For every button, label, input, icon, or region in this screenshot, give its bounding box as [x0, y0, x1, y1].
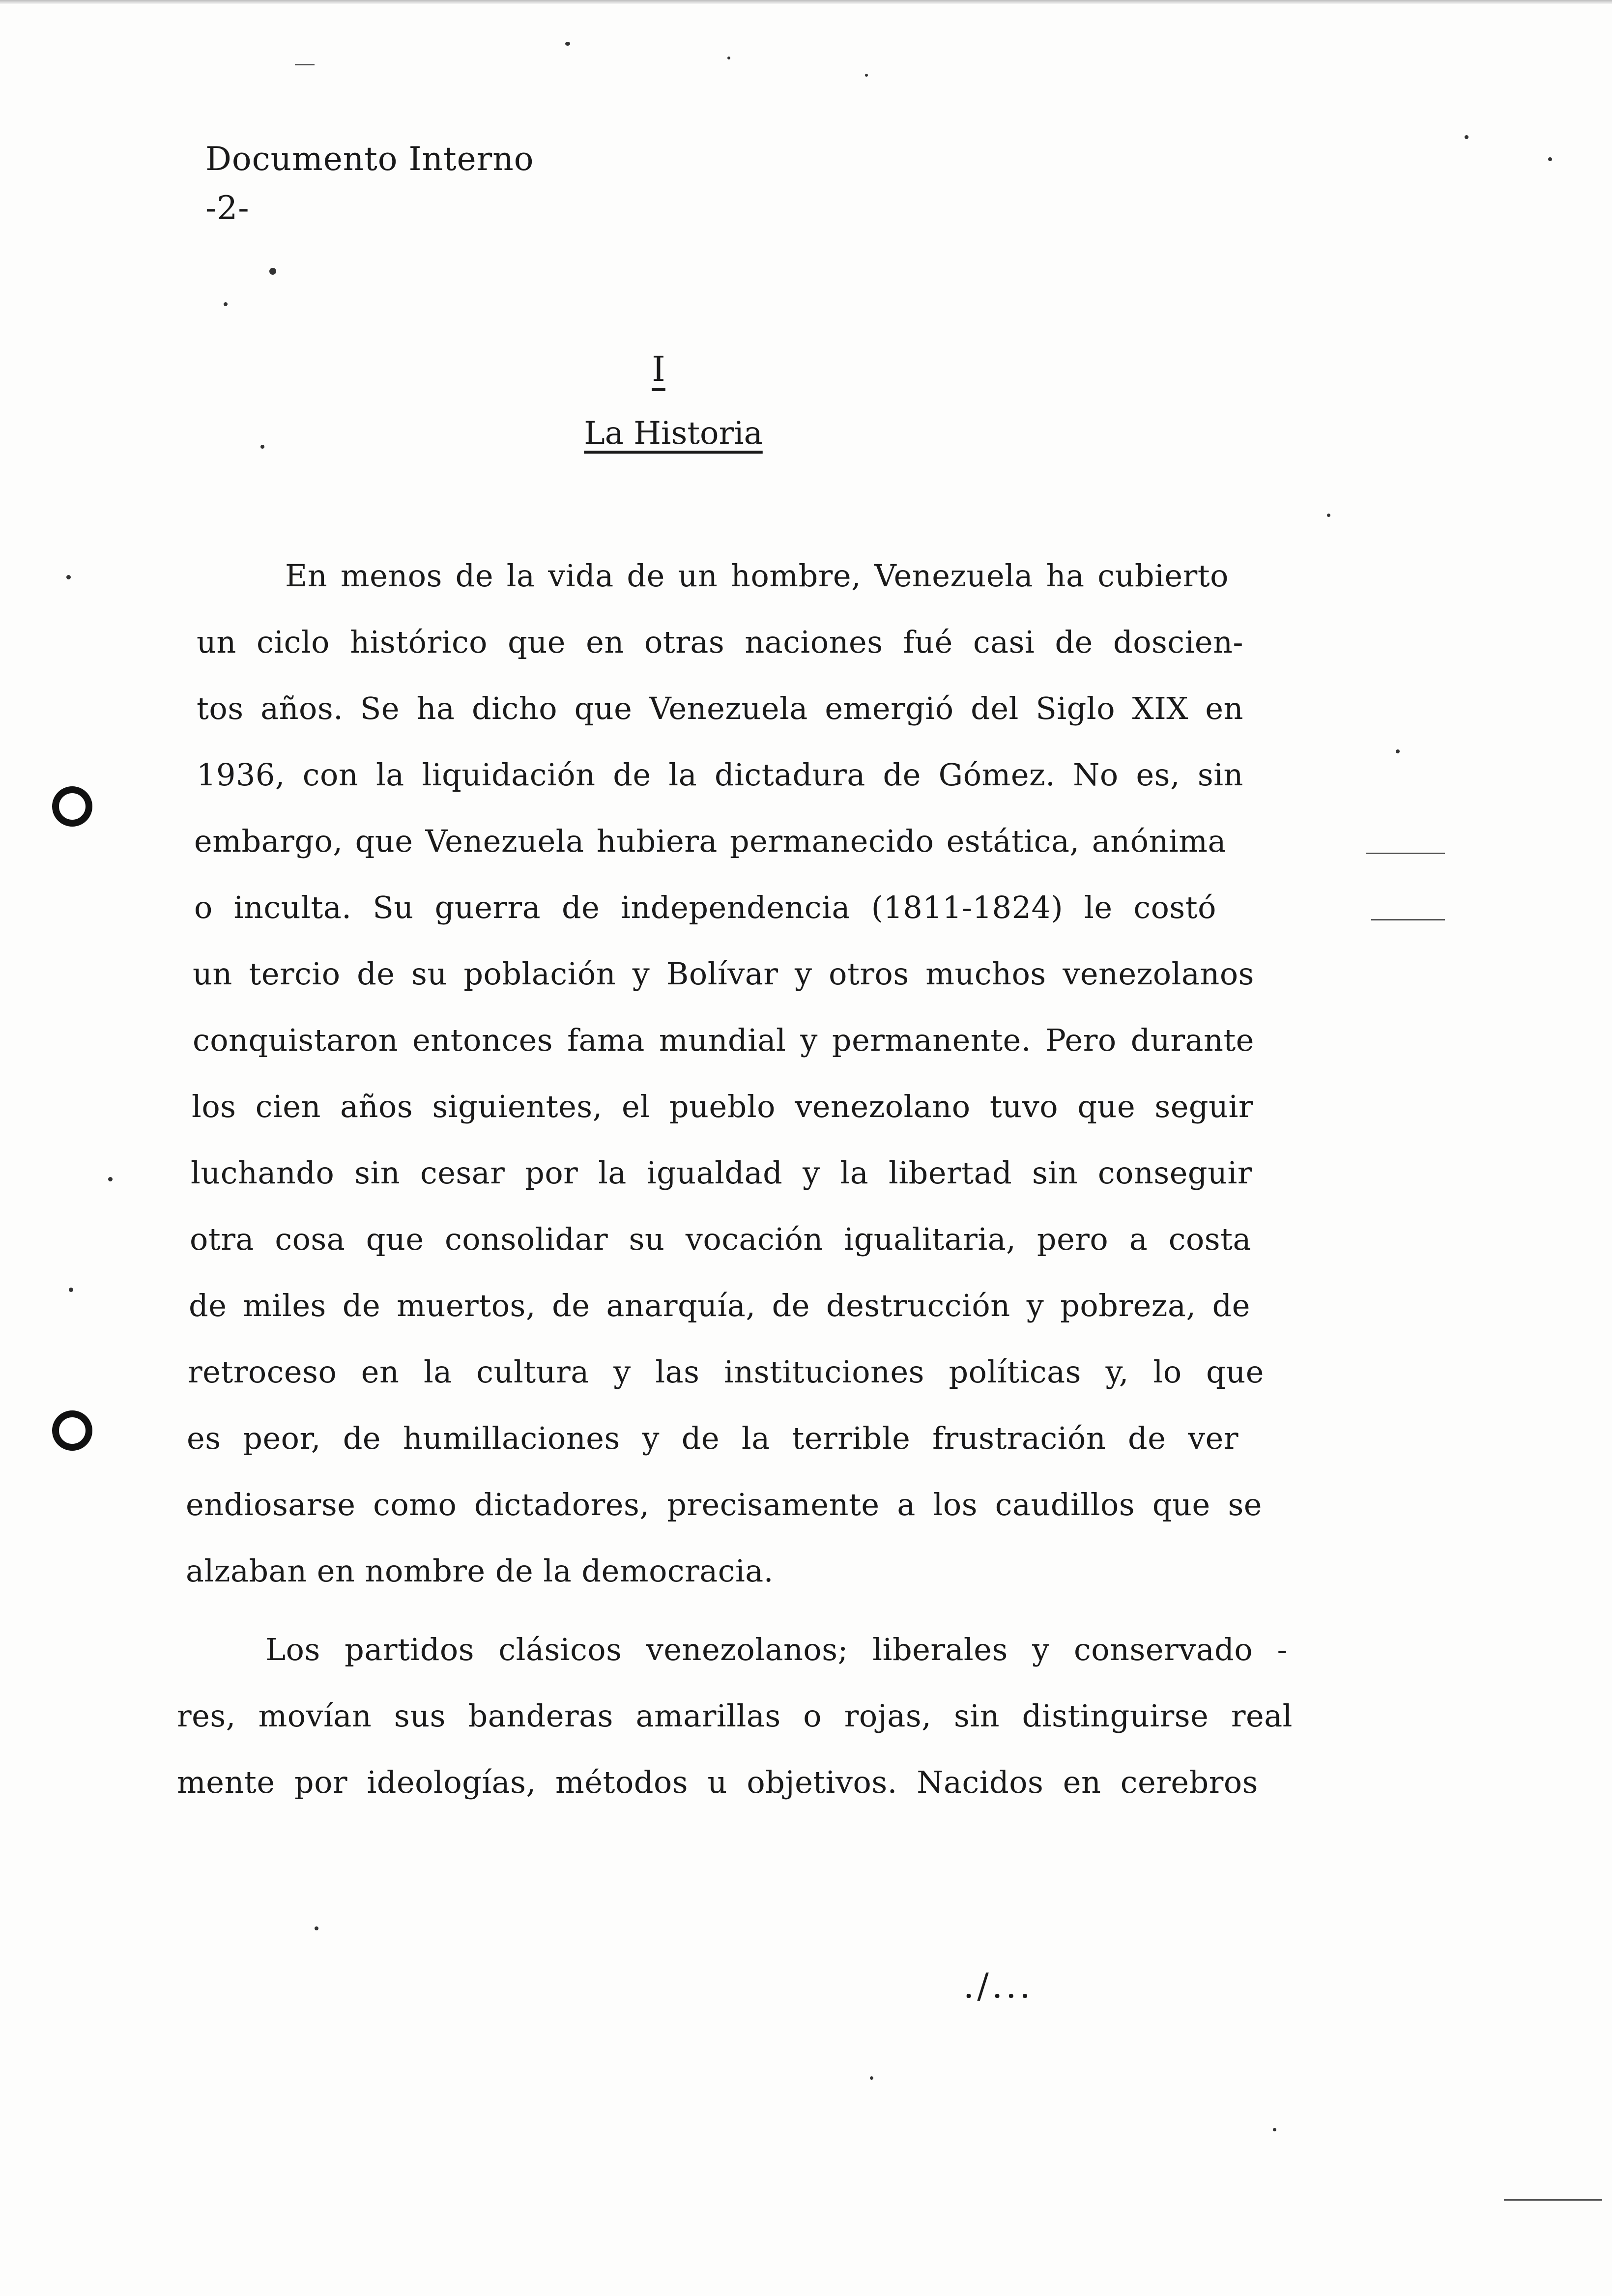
scan-speck — [224, 302, 228, 306]
body-line: o inculta. Su guerra de independencia (1811-1824) le costó — [194, 890, 1216, 925]
scan-speck — [865, 74, 868, 77]
margin-dash — [295, 64, 315, 65]
scan-speck — [1465, 135, 1468, 139]
scan-speck — [1273, 2128, 1276, 2131]
page-top-edge — [0, 0, 1612, 4]
scan-speck — [1327, 514, 1330, 517]
scan-speck — [69, 1288, 73, 1292]
scan-speck — [66, 575, 71, 579]
punch-hole — [52, 1410, 92, 1451]
scan-speck — [260, 445, 264, 449]
body-line: alzaban en nombre de la democracia. — [186, 1553, 774, 1589]
body-line: mente por ideologías, métodos u objetivos. Nacidos en cerebros — [177, 1764, 1258, 1800]
body-line: luchando sin cesar por la igualdad y la libertad sin conseguir — [191, 1155, 1252, 1191]
body-line: un tercio de su población y Bolívar y otros muchos venezolanos — [193, 956, 1254, 992]
section-title: La Historia — [584, 415, 763, 452]
body-line: los cien años siguientes, el pueblo venezolano tuvo que seguir — [192, 1089, 1253, 1124]
scan-speck — [269, 268, 276, 275]
document-label: Documento Interno — [205, 140, 534, 178]
margin-dash — [1371, 919, 1445, 920]
section-number: I — [652, 349, 665, 389]
body-line: otra cosa que consolidar su vocación igualitaria, pero a costa — [190, 1221, 1251, 1257]
body-line: 1936, con la liquidación de la dictadura de Gómez. No es, sin — [197, 757, 1243, 793]
scan-speck — [108, 1177, 113, 1181]
body-line: embargo, que Venezuela hubiera permanecido estática, anónima — [194, 823, 1226, 859]
body-line: conquistaron entonces fama mundial y permanente. Pero durante — [193, 1022, 1254, 1058]
scan-speck — [315, 1926, 318, 1930]
body-line: res, movían sus banderas amarillas o rojas, sin distinguirse real — [177, 1698, 1293, 1734]
body-line: de miles de muertos, de anarquía, de destrucción y pobreza, de — [189, 1288, 1250, 1323]
scan-speck — [727, 57, 730, 59]
body-line: En menos de la vida de un hombre, Venezuela ha cubierto — [285, 558, 1229, 594]
scan-speck — [1548, 157, 1552, 161]
scan-speck — [565, 42, 570, 46]
continuation-mark: ./... — [963, 1966, 1034, 2006]
page-number: -2- — [205, 189, 250, 227]
body-line: tos años. Se ha dicho que Venezuela emergió del Siglo XIX en — [197, 690, 1243, 726]
punch-hole — [52, 786, 92, 827]
margin-dash — [1504, 2199, 1602, 2201]
body-line: retroceso en la cultura y las instituciones políticas y, lo que — [188, 1354, 1264, 1390]
body-line: endiosarse como dictadores, precisamente a los caudillos que se — [186, 1487, 1262, 1522]
body-line: un ciclo histórico que en otras naciones fué casi de doscien- — [197, 624, 1243, 660]
margin-dash — [1366, 853, 1445, 854]
body-line: es peor, de humillaciones y de la terrible frustración de ver — [187, 1420, 1238, 1456]
scan-speck — [870, 2076, 873, 2080]
body-line: Los partidos clásicos venezolanos; liberales y conservado - — [265, 1632, 1288, 1667]
scan-speck — [1396, 749, 1400, 753]
